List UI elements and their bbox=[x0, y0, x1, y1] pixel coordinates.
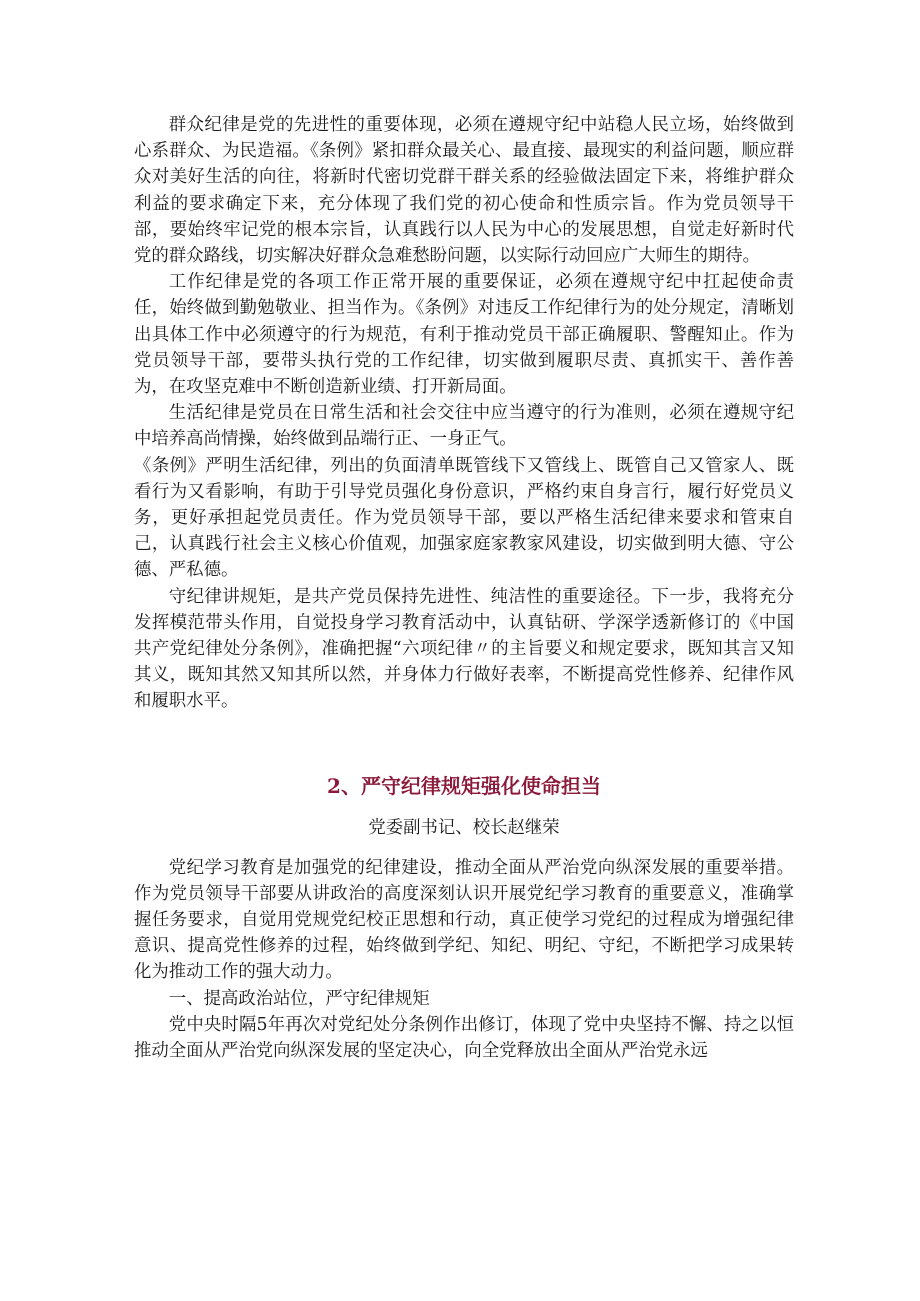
paragraph-conclusion: 守纪律讲规矩，是共产党员保持先进性、纯洁性的重要途径。下一步，我将充分发挥模范带头作用，自觉投身学习教育活动中，认真钻研、学深学透新修订的《中国共产党纪律处分条例》，准确把握“六项纪律〃的主旨要义和规定要求，既知其言又知其义，既知其然又知其所以然，并身体力行做好表率，不断提高党性修养、纪律作风和履职水平。 bbox=[134, 586, 794, 712]
section-heading: 2、严守纪律规矩强化使命担当 bbox=[327, 773, 601, 798]
section-author: 党委副书记、校长赵继荣 bbox=[368, 817, 560, 838]
paragraph-section-body: 党中央时隔5年再次对党纪处分条例作出修订，体现了党中央坚持不懈、持之以恒推动全面从严治党向纵深发展的坚定决心，向全党释放出全面从严治党永远 bbox=[134, 1014, 794, 1062]
document-page bbox=[134, 112, 794, 1064]
paragraph-section-intro: 党纪学习教育是加强党的纪律建设，推动全面从严治党向纵深发展的重要举措。作为党员领导干部要从讲政治的高度深刻认识开展党纪学习教育的重要意义，准确掌握任务要求，自觉用党规党纪校正思想和行动，真正使学习党纪的过程成为增强纪律意识、提高党性修养的过程，始终做到学纪、知纪、明纪、守纪，不断把学习成果转化为推动工作的强大动力。 bbox=[134, 857, 794, 983]
paragraph-mass-discipline: 群众纪律是党的先进性的重要体现，必须在遵规守纪中站稳人民立场，始终做到心系群众、为民造福。《条例》紧扣群众最关心、最直接、最现实的利益问题，顺应群众对美好生活的向往，将新时代密切党群干群关系的经验做法固定下来，将维护群众利益的要求确定下来，充分体现了我们党的初心使命和性质宗旨。作为党员领导干部，要始终牢记党的根本宗旨，认真践行以人民为中心的发展思想，自觉走好新时代党的群众路线，切实解决好群众急难愁盼问题，以实际行动回应广大师生的期待。 bbox=[134, 115, 794, 267]
subheading-political-stance: 一、提高政治站位，严守纪律规矩 bbox=[168, 988, 430, 1009]
paragraph-life-discipline-body: 《条例》严明生活纪律，列出的负面清单既管线下又管线上、既管自己又管家人、既看行为又看影响，有助于引导党员强化身份意识，严格约束自身言行，履行好党员义务，更好承担起党员责任。作为党员领导干部，要以严格生活纪律来要求和管束自己，认真践行社会主义核心价值观，加强家庭家教家风建设，切实做到明大德、守公德、严私德。 bbox=[134, 455, 794, 581]
paragraph-work-discipline: 工作纪律是党的各项工作正常开展的重要保证，必须在遵规守纪中扛起使命责任，始终做到勤勉敬业、担当作为。《条例》对违反工作纪律行为的处分规定，清晰划出具体工作中必须遵守的行为规范，有利于推动党员干部正确履职、警醒知止。作为党员领导干部，要带头执行党的工作纪律，切实做到履职尽责、真抓实干、善作善为，在攻坚克难中不断创造新业绩、打开新局面。 bbox=[134, 272, 794, 398]
paragraph-life-discipline-intro: 生活纪律是党员在日常生活和社会交往中应当遵守的行为准则，必须在遵规守纪中培养高尚情操，始终做到品端行正、一身正气。 bbox=[134, 403, 794, 450]
